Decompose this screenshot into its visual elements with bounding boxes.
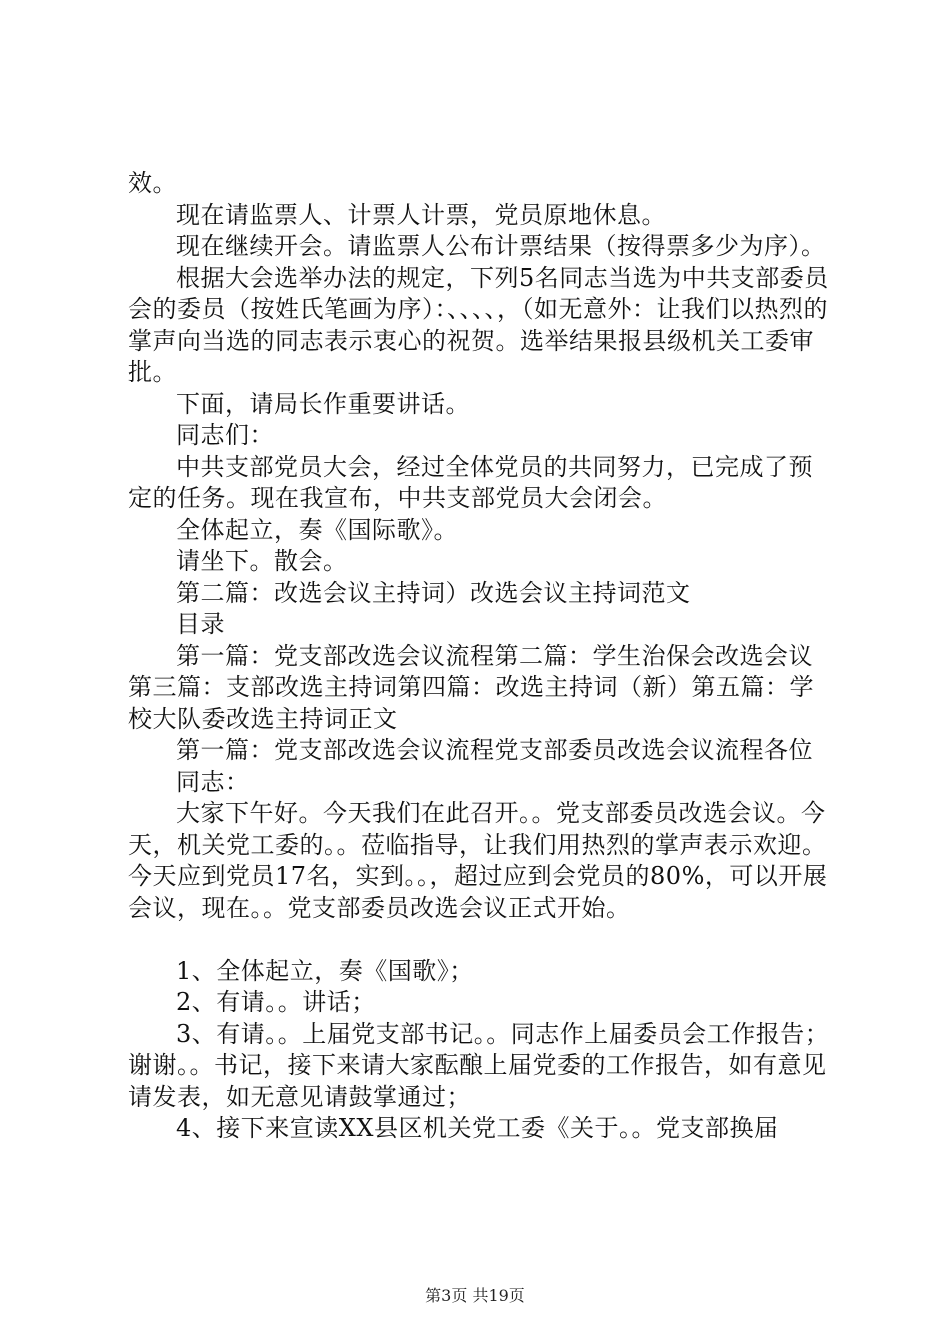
paragraph-opening: 大家下午好。今天我们在此召开。。党支部委员改选会议。今天，机关党工委的。。莅临指导，让我们用热烈的掌声表示欢迎。今天应到党员17名，实到。。，超过应到会党员的80%，可以开展会议，现在。。党支部委员改选会议正式开始。	[128, 799, 828, 922]
paragraph-adjourn: 请坐下。散会。	[176, 547, 348, 575]
paragraph-salutation: 同志：	[176, 767, 250, 796]
blank-line	[128, 924, 834, 956]
paragraph-anthem: 全体起立，奏《国际歌》。	[176, 515, 458, 544]
list-item-2: 2、有请。。讲话；	[176, 988, 376, 1016]
paragraph-closing: 中共支部党员大会，经过全体党员的共同努力，已完成了预定的任务。现在我宣布，中共支部党员大会闭会。	[128, 452, 813, 512]
section-heading-part-two: 第二篇：改选会议主持词）改选会议主持词范文	[176, 578, 691, 607]
toc-heading: 目录	[176, 610, 225, 638]
paragraph-speech-invite: 下面，请局长作重要讲话。	[176, 389, 470, 418]
toc-list: 第一篇：党支部改选会议流程第二篇：学生治保会改选会议第三篇：支部改选主持词第四篇：改选主持词（新）第五篇：学校大队委改选主持词正文	[128, 641, 814, 733]
paragraph-continuation: 效。	[128, 169, 177, 197]
list-item-4: 4、接下来宣读XX县区机关党工委《关于。。党支部换届	[176, 1114, 779, 1142]
document-body	[128, 168, 834, 1145]
paragraph-greeting: 同志们：	[176, 421, 274, 449]
page-footer	[0, 1283, 950, 1306]
paragraph-election-result: 根据大会选举办法的规定，下列5名同志当选为中共支部委员会的委员（按姓氏笔画为序）：、、、、，（如无意外：让我们以热烈的掌声向当选的同志表示衷心的祝贺。选举结果报县级机关工委审批。	[128, 263, 829, 386]
list-item-1: 1、全体起立，奏《国歌》；	[176, 956, 474, 985]
page-number-label: 第3页 共19页	[425, 1286, 525, 1305]
paragraph-resume-meeting: 现在继续开会。请监票人公布计票结果（按得票多少为序）。	[176, 232, 826, 260]
list-item-3: 3、有请。。上届党支部书记。。同志作上届委员会工作报告；谢谢。。书记，接下来请大家酝酿上届党委的工作报告，如有意见请发表，如无意见请鼓掌通过；	[128, 1019, 830, 1111]
section-heading-part-one: 第一篇：党支部改选会议流程党支部委员改选会议流程各位	[176, 736, 813, 764]
paragraph-vote-count: 现在请监票人、计票人计票，党员原地休息。	[176, 200, 666, 229]
